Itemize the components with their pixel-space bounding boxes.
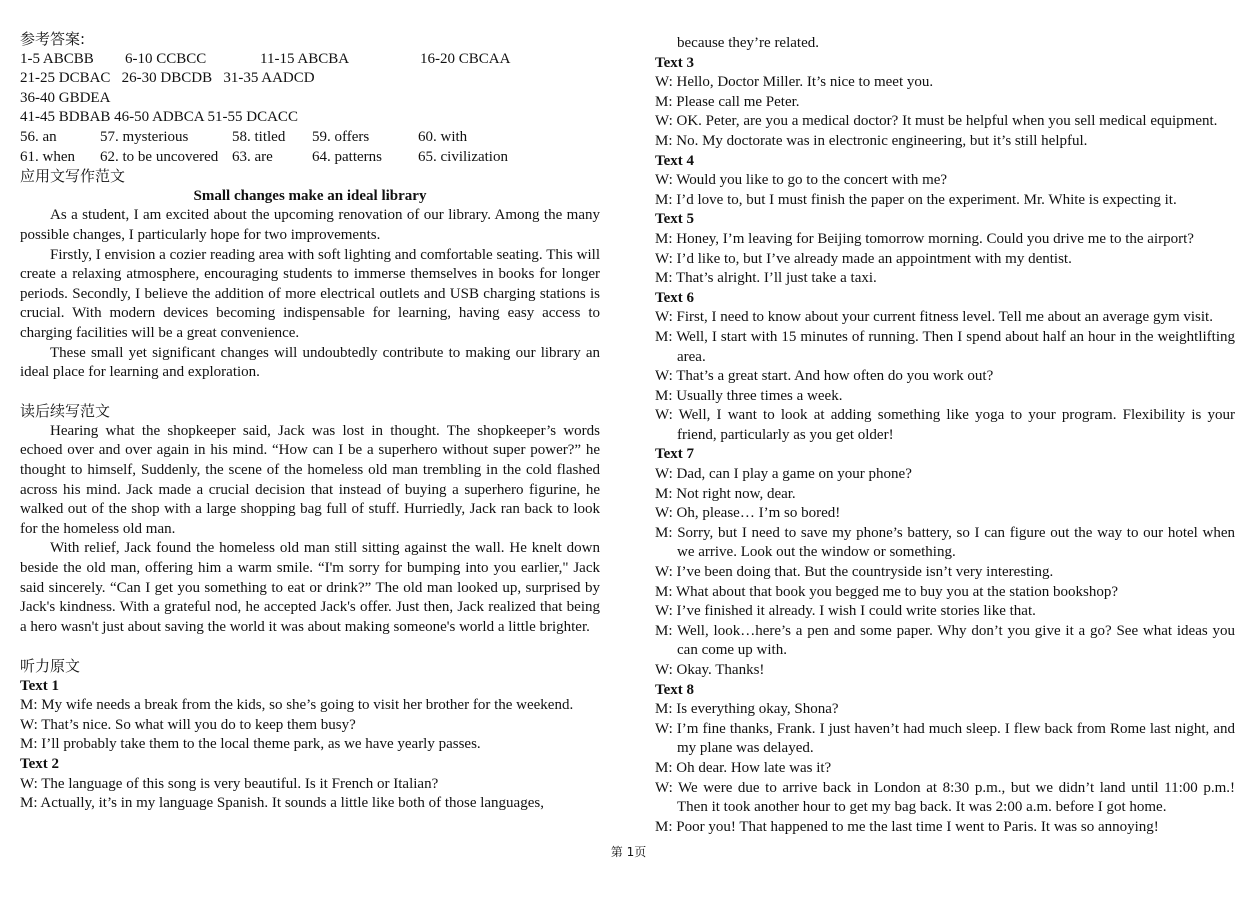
text-7-title: Text 7 <box>655 446 695 463</box>
story-paragraph: Hearing what the shopkeeper said, Jack was lost in thought. The shopkeeper’s words echoed over and over again in his mind. “How can I be a superhero without super power?” he thought to himself, Suddenly, the scene of the homeless old man trembling in the cold flashed across his mind. Jack made a crucial decision that instead of buying a superhero figurine, he walked out of the shop with a large shopping bag full of stuff. Hurriedly, Jack ran back to look for the homeless old man. <box>20 422 600 537</box>
dialogue-line: M: What about that book you begged me to buy you at the station bookshop? <box>655 583 1118 600</box>
dialogue-line: M: Oh dear. How late was it? <box>655 759 832 776</box>
dialogue-line: W: I’ve finished it already. I wish I could write stories like that. <box>655 603 1036 620</box>
dialogue-continuation: because they’re related. <box>677 35 819 51</box>
answers-row-1 <box>20 50 600 70</box>
dialogue-line: M: Actually, it’s in my language Spanish. It sounds a little like both of those languages, <box>20 795 544 812</box>
dialogue-line: M: Not right now, dear. <box>655 485 796 502</box>
essay-paragraph: These small yet significant changes will undoubtedly contribute to making our library an ideal place for learning and exploration. <box>20 344 600 381</box>
listening-heading: 听力原文 <box>20 657 81 675</box>
text-5-title: Text 5 <box>655 211 695 228</box>
dialogue-line: W: OK. Peter, are you a medical doctor? It must be helpful when you sell medical equipment. <box>655 113 1218 130</box>
dialogue-line: W: We were due to arrive back in London at 8:30 p.m., but we didn’t land until 11:00 p.m.! Then it took another hour to get my bag back. It was 2:00 a.m. before I got home. <box>655 779 1235 816</box>
answer-item: 58. titled <box>232 128 286 145</box>
dialogue-line: W: Hello, Doctor Miller. It’s nice to meet you. <box>655 74 934 91</box>
dialogue-line: M: My wife needs a break from the kids, so she’s going to visit her brother for the weekend. <box>20 697 574 714</box>
dialogue-line: M: Honey, I’m leaving for Beijing tomorrow morning. Could you drive me to the airport? <box>655 230 1194 247</box>
answer-item: 57. mysterious <box>100 128 189 145</box>
dialogue-line: M: Please call me Peter. <box>655 93 800 110</box>
answers-row-3: 36-40 GBDEA <box>20 89 111 106</box>
answers-row-4: 41-45 BDBAB 46-50 ADBCA 51-55 DCACC <box>20 109 298 126</box>
text-8-title: Text 8 <box>655 681 695 698</box>
dialogue-line: M: Is everything okay, Shona? <box>655 701 839 718</box>
page-number: 第 1页 <box>610 845 647 859</box>
answer-item: 60. with <box>418 128 468 145</box>
dialogue-line: M: I’d love to, but I must finish the paper on the experiment. Mr. White is expecting it. <box>655 191 1177 208</box>
continuation-heading: 读后续写范文 <box>20 402 111 421</box>
text-2-title: Text 2 <box>20 755 60 772</box>
essay-title: Small changes make an ideal library <box>193 187 427 204</box>
answers-row-6 <box>20 148 600 168</box>
dialogue-line: M: Sorry, but I need to save my phone’s battery, so I can figure out the way to our hotel when we arrive. Look out the window or something. <box>655 524 1235 561</box>
dialogue-line: W: That’s a great start. And how often do you work out? <box>655 368 994 385</box>
dialogue-line: M: Well, look…here’s a pen and some paper. Why don’t you give it a go? See what ideas you can come up with. <box>655 622 1235 659</box>
answer-group: 6-10 CCBCC <box>125 50 207 67</box>
dialogue-line: W: The language of this song is very beautiful. Is it French or Italian? <box>20 775 439 792</box>
story-paragraph: With relief, Jack found the homeless old man still sitting against the wall. He knelt down beside the old man, offering him a warm smile. “I'm sorry for bumping into you earlier," Jack said sincerely. “Can I get you something to eat or drink?” The old man looked up, surprised by Jack's kindness. With a grateful nod, he accepted Jack's offer. Just then, Jack realized that being a hero wasn't just about saving the world it was about making someone's world a little brighter. <box>20 540 600 635</box>
answers-row-2: 21-25 DCBAC 26-30 DBCDB 31-35 AADCD <box>20 70 315 87</box>
dialogue-line: W: Dad, can I play a game on your phone? <box>655 466 912 483</box>
answer-item: 63. are <box>232 148 273 165</box>
dialogue-line: W: That’s nice. So what will you do to keep them busy? <box>20 716 356 733</box>
left-column <box>20 30 600 814</box>
right-column <box>655 34 1235 837</box>
answer-item: 64. patterns <box>312 148 382 165</box>
dialogue-line: M: Well, I start with 15 minutes of running. Then I spend about half an hour in the weightlifting area. <box>655 328 1235 365</box>
answer-group: 16-20 CBCAA <box>420 50 511 67</box>
answer-item: 62. to be uncovered <box>100 148 219 165</box>
dialogue-line: W: Well, I want to look at adding something like yoga to your program. Flexibility is your friend, particularly as you get older! <box>655 407 1235 443</box>
answers-heading: 参考答案: <box>20 30 86 48</box>
answer-group: 11-15 ABCBA <box>260 50 350 67</box>
answer-item: 65. civilization <box>418 148 508 165</box>
dialogue-line: W: Okay. Thanks! <box>655 662 765 678</box>
answer-item: 61. when <box>20 148 75 165</box>
answer-item: 59. offers <box>312 128 370 145</box>
dialogue-line: W: Would you like to go to the concert with me? <box>655 172 948 189</box>
dialogue-line: W: I’m fine thanks, Frank. I just haven’t had much sleep. I flew back from Rome last night, and my plane was delayed. <box>655 720 1235 757</box>
dialogue-line: M: That’s alright. I’ll just take a taxi. <box>655 270 877 287</box>
text-3-title: Text 3 <box>655 54 695 71</box>
dialogue-line: M: I’ll probably take them to the local theme park, as we have yearly passes. <box>20 736 481 753</box>
answer-item: 56. an <box>20 128 57 145</box>
text-6-title: Text 6 <box>655 289 695 306</box>
answers-row-5 <box>20 128 600 148</box>
dialogue-line: W: First, I need to know about your current fitness level. Tell me about an average gym visit. <box>655 309 1213 326</box>
dialogue-line: M: Usually three times a week. <box>655 387 843 404</box>
text-1-title: Text 1 <box>20 677 60 694</box>
essay-paragraph: As a student, I am excited about the upcoming renovation of our library. Among the many possible changes, I particularly hope for two improvements. <box>20 207 600 243</box>
essay-paragraph: Firstly, I envision a cozier reading area with soft lighting and comfortable seating. This will create a relaxing atmosphere, encouraging students to immerse themselves in books for longer periods. Secondly, I believe the addition of more electrical outlets and USB charging stations is crucial. With modern devices becoming indispensable for learning, having easy access to charging facilities will be a great convenience. <box>20 246 600 341</box>
dialogue-line: W: Oh, please… I’m so bored! <box>655 505 841 522</box>
dialogue-line: M: Poor you! That happened to me the last time I went to Paris. It was so annoying! <box>655 818 1159 835</box>
answer-group: 1-5 ABCBB <box>20 50 94 67</box>
text-4-title: Text 4 <box>655 152 695 169</box>
dialogue-line: W: I’d like to, but I’ve already made an appointment with my dentist. <box>655 250 1072 267</box>
dialogue-line: M: No. My doctorate was in electronic engineering, but it’s still helpful. <box>655 132 1088 149</box>
writing-heading: 应用文写作范文 <box>20 167 126 186</box>
dialogue-line: W: I’ve been doing that. But the countryside isn’t very interesting. <box>655 564 1054 581</box>
